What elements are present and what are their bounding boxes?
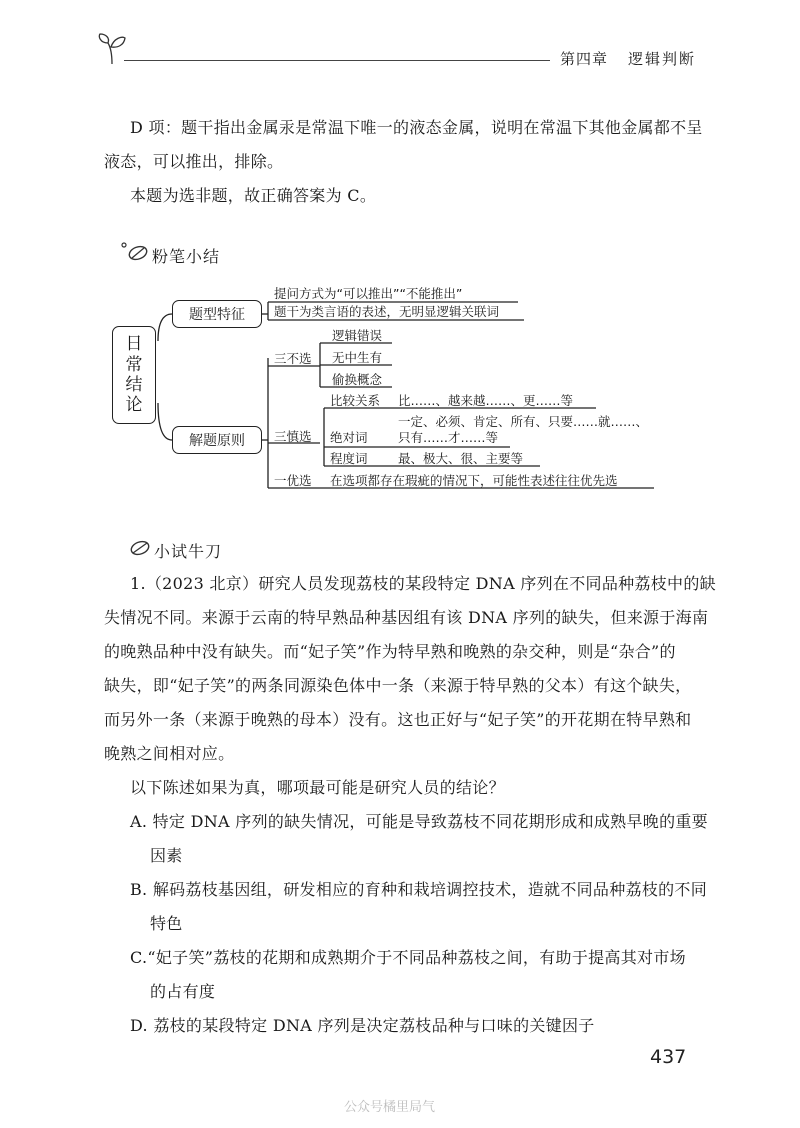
header-chapter: 第四章 [560,50,609,68]
option-c-line2: 的占有度 [150,982,216,1001]
option-d-analysis-line1: D 项：题干指出金属汞是常温下唯一的液态金属，说明在常温下其他金属都不呈 [130,118,703,137]
youxuan-text: 在选项都存在瑕疵的情况下，可能性表述往往优先选 [330,473,618,488]
pencil-icon [128,538,152,558]
root-char: 论 [125,395,143,416]
root-char: 常 [125,354,143,375]
question-stem: 以下陈述如果为真，哪项最可能是研究人员的结论？ [130,778,505,797]
summary-title: 粉笔小结 [152,247,221,266]
option-a-line1: A. 特定 DNA 序列的缺失情况，可能是导致荔枝不同花期形成和成熟早晚的重要 [130,812,708,831]
branch-solving-principle: 解题原则 [172,426,262,454]
sanbuxuan-item: 偷换概念 [332,372,383,387]
question-line: 的晚熟品种中没有缺失。而“妃子笑”作为特早熟和晚熟的杂交种，则是“杂合”的 [104,642,676,661]
header-title: 逻辑判断 [628,50,697,68]
youxuan-label: 一优选 [274,473,312,488]
sanshenxuan-val: 比……、越来越……、更……等 [398,393,574,408]
sanshenxuan-val: 最、极大、很、主要等 [398,451,524,466]
question-line: 失情况不同。来源于云南的特早熟品种基因组有该 DNA 序列的缺失，但来源于海南 [104,608,709,627]
question-line: 而另外一条（来源于晚熟的母本）没有。这也正好与“妃子笑”的开花期在特早熟和 [104,710,692,729]
question-line: 1.（2023 北京）研究人员发现荔枝的某段特定 DNA 序列在不同品种荔枝中的缺 [130,574,716,593]
branch-question-type: 题型特征 [172,300,262,328]
root-char: 日 [125,334,143,355]
practice-title: 小试牛刀 [154,542,223,561]
b1-item: 提问方式为“可以推出”“不能推出” [274,286,463,301]
sanshenxuan-val: 只有……才……等 [398,430,499,445]
sanshenxuan-val: 一定、必须、肯定、所有、只要……就……、 [398,414,649,429]
question-line: 晚熟之间相对应。 [104,744,235,763]
option-b-line2: 特色 [150,914,183,933]
sanshenxuan-key: 程度词 [330,451,368,466]
sanbuxuan-item: 无中生有 [332,350,383,365]
page-number: 437 [650,1046,687,1068]
question-line: 缺失，即“妃子笑”的两条同源染色体中一条（来源于特早熟的父本）有这个缺失， [104,676,692,695]
option-d-line1: D. 荔枝的某段特定 DNA 序列是决定荔枝品种与口味的关键因子 [130,1016,595,1035]
sanshenxuan-label: 三慎选 [274,429,312,444]
option-b-line1: B. 解码荔枝基因组，研发相应的育种和栽培调控技术，造就不同品种荔枝的不同 [130,880,708,899]
option-c-line1: C.“妃子笑”荔枝的花期和成熟期介于不同品种荔枝之间，有助于提高其对市场 [130,948,686,967]
sanshenxuan-key: 比较关系 [330,393,381,408]
b1-item: 题干为类言语的表述，无明显逻辑关联词 [274,304,500,319]
option-d-analysis-line2: 液态，可以推出，排除。 [104,152,284,171]
summary-root-box [112,326,156,424]
sanbuxuan-item: 逻辑错误 [332,328,383,343]
sanshenxuan-key: 绝对词 [330,430,368,445]
root-char: 结 [125,375,143,395]
answer-statement: 本题为选非题，故正确答案为 C。 [130,186,377,205]
option-a-line2: 因素 [150,846,183,865]
sanbuxuan-label: 三不选 [274,351,312,366]
watermark: 公众号橘里局气 [344,1100,436,1115]
